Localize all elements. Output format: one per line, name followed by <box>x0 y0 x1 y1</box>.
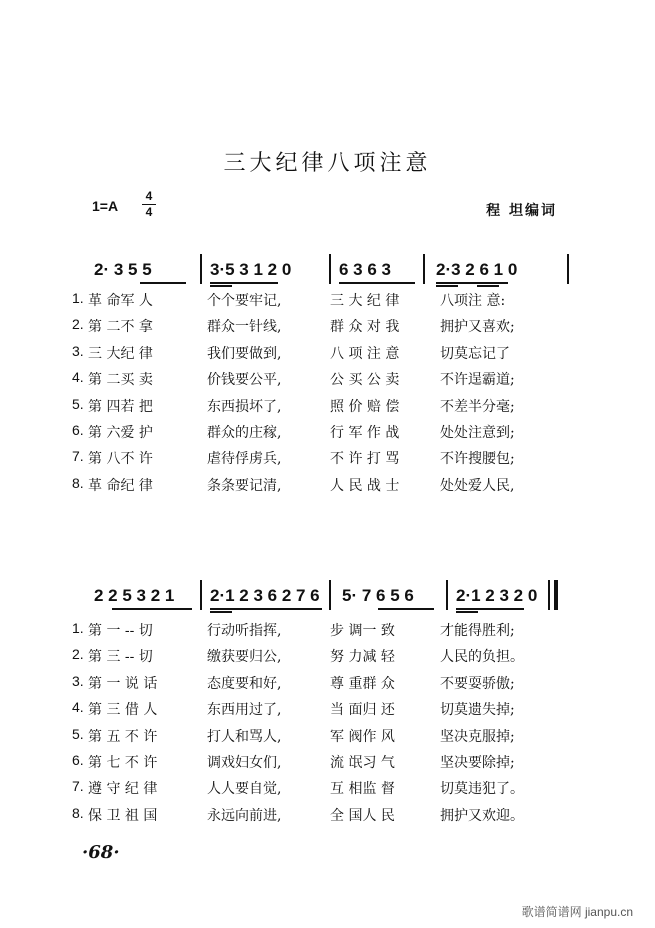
lyric-phrase: 不差半分毫; <box>440 398 515 415</box>
verse-number: 3. <box>72 342 84 359</box>
lyric-phrase: 拥护又欢迎。 <box>440 807 524 824</box>
lyric-phrase: 人人要自觉, <box>207 781 282 798</box>
bar-line <box>200 254 202 284</box>
lyric-phrase: 步 调一 致 <box>330 623 395 639</box>
lyric-phrase: 遵 守 纪 律 <box>88 781 158 798</box>
lyric-phrase: 照 价 赔 偿 <box>330 398 400 415</box>
lyric-phrase: 切莫违犯了。 <box>440 781 524 798</box>
lyric-row <box>72 699 592 725</box>
lyric-phrase: 不许搜腰包; <box>440 451 515 468</box>
lyric-phrase: 全 国人 民 <box>330 807 395 824</box>
lyric-row <box>72 646 592 672</box>
lyric-row <box>72 369 592 395</box>
verse-number: 4. <box>72 699 84 716</box>
lyric-phrase: 拥护又喜欢; <box>440 319 515 336</box>
verse-number: 7. <box>72 448 84 465</box>
lyric-phrase: 群众一针线, <box>207 319 282 336</box>
lyric-phrase: 行 军 作 战 <box>330 424 400 441</box>
song-title: 三大纪律八项注意 <box>223 151 432 176</box>
measure: 3·5 3 1 2 0 <box>210 260 292 279</box>
lyric-phrase: 行动听指挥, <box>207 623 282 639</box>
lyric-phrase: 东西用过了, <box>207 702 282 719</box>
verse-block-2 <box>72 620 592 831</box>
bar-line <box>567 254 569 284</box>
composer-credit: 程 坦编词 <box>486 203 557 219</box>
lyric-phrase: 第 二不 拿 <box>88 319 153 336</box>
lyric-phrase: 三 大 纪 律 <box>330 293 400 309</box>
notation-line-2 <box>92 586 572 616</box>
lyric-row <box>72 422 592 448</box>
measure: 2· 3 5 5 <box>94 260 152 279</box>
lyric-phrase: 虐待俘虏兵, <box>207 451 282 468</box>
lyric-phrase: 处处爱人民, <box>440 477 515 494</box>
lyric-phrase: 才能得胜利; <box>440 623 515 639</box>
lyric-phrase: 坚决要除掉; <box>440 754 515 771</box>
lyric-row <box>72 726 592 752</box>
verse-number: 2. <box>72 316 84 333</box>
lyric-phrase: 永远向前进, <box>207 807 282 824</box>
lyric-row <box>72 448 592 474</box>
lyric-phrase: 不许逞霸道; <box>440 372 515 389</box>
notation-line-1 <box>92 260 572 290</box>
lyric-phrase: 第 四若 把 <box>88 398 153 415</box>
lyric-phrase: 努 力减 轻 <box>330 649 395 666</box>
verse-number: 8. <box>72 474 84 491</box>
final-bar-line <box>554 580 558 610</box>
lyric-row <box>72 673 592 699</box>
verse-number: 8. <box>72 804 84 821</box>
lyric-phrase: 当 面归 还 <box>330 702 395 719</box>
lyric-phrase: 八项注 意: <box>440 293 506 309</box>
lyric-phrase: 打人和骂人, <box>207 728 282 745</box>
lyric-phrase: 人民的负担。 <box>440 649 524 666</box>
lyric-phrase: 第 八不 许 <box>88 451 153 468</box>
lyric-row <box>72 805 592 831</box>
measure: 2·3 2 6 1 0 <box>436 260 518 279</box>
lyric-phrase: 第 一 -- 切 <box>88 623 153 639</box>
lyric-phrase: 调戏妇女们, <box>207 754 282 771</box>
verse-number: 6. <box>72 421 84 438</box>
measure: 6 3 6 3 <box>339 260 391 279</box>
lyric-phrase: 第 一 说 话 <box>88 675 158 692</box>
lyric-phrase: 个个要牢记, <box>207 293 282 309</box>
verse-number: 5. <box>72 725 84 742</box>
lyric-row <box>72 778 592 804</box>
verse-number: 6. <box>72 751 84 768</box>
lyric-row <box>72 752 592 778</box>
measure: 2·1 2 3 2 0 <box>456 586 538 605</box>
lyric-phrase: 尊 重群 众 <box>330 675 395 692</box>
lyric-phrase: 东西损坏了, <box>207 398 282 415</box>
lyric-phrase: 切莫遗失掉; <box>440 702 515 719</box>
lyric-phrase: 第 五 不 许 <box>88 728 158 745</box>
watermark: 歌谱简谱网 jianpu.cn <box>521 905 633 919</box>
verse-number: 1. <box>72 620 84 636</box>
verse-number: 1. <box>72 290 84 306</box>
bar-line <box>329 580 331 610</box>
lyric-phrase: 第 六爱 护 <box>88 424 153 441</box>
lyric-phrase: 群众的庄稼, <box>207 424 282 441</box>
bar-line <box>423 254 425 284</box>
lyric-phrase: 流 氓习 气 <box>330 754 395 771</box>
time-signature <box>140 190 158 219</box>
lyric-phrase: 第 三 -- 切 <box>88 649 153 666</box>
lyric-phrase: 条条要记清, <box>207 477 282 494</box>
lyric-phrase: 革 命纪 律 <box>88 477 153 494</box>
lyric-phrase: 三 大纪 律 <box>88 345 153 362</box>
measure: 2 2 5 3 2 1 <box>94 586 175 605</box>
lyric-phrase: 第 七 不 许 <box>88 754 158 771</box>
verse-number: 5. <box>72 395 84 412</box>
lyric-phrase: 态度要和好, <box>207 675 282 692</box>
key-signature: 1=A <box>92 198 119 214</box>
lyric-phrase: 不 许 打 骂 <box>330 451 400 468</box>
lyric-row <box>72 316 592 342</box>
lyric-phrase: 价钱要公平, <box>207 372 282 389</box>
lyric-phrase: 八 项 注 意 <box>330 345 400 362</box>
lyric-phrase: 处处注意到; <box>440 424 515 441</box>
bar-line <box>200 580 202 610</box>
verse-number: 7. <box>72 778 84 795</box>
lyric-phrase: 互 相监 督 <box>330 781 395 798</box>
measure: 2·1 2 3 6 2 7 6 <box>210 586 320 605</box>
lyric-phrase: 缴获要归公, <box>207 649 282 666</box>
verse-number: 4. <box>72 369 84 386</box>
lyric-phrase: 第 三 借 人 <box>88 702 158 719</box>
lyric-row <box>72 343 592 369</box>
lyric-row <box>72 290 592 316</box>
lyric-phrase: 第 二买 卖 <box>88 372 153 389</box>
lyric-phrase: 保 卫 祖 国 <box>88 807 158 824</box>
lyric-row <box>72 620 592 646</box>
bar-line <box>548 580 550 610</box>
lyric-phrase: 军 阀作 风 <box>330 728 395 745</box>
lyric-phrase: 群 众 对 我 <box>330 319 400 336</box>
page-number: ·68· <box>82 842 120 863</box>
lyric-row <box>72 396 592 422</box>
measure: 5· 7 6 5 6 <box>342 586 414 605</box>
verse-block-1 <box>72 290 592 501</box>
lyric-row <box>72 475 592 501</box>
bar-line <box>446 580 448 610</box>
time-signature-top: 4 <box>145 189 153 203</box>
lyric-phrase: 我们要做到, <box>207 345 282 362</box>
lyric-phrase: 不要耍骄傲; <box>440 675 515 692</box>
lyric-phrase: 公 买 公 卖 <box>330 372 400 389</box>
time-signature-bottom: 4 <box>145 205 153 219</box>
lyric-phrase: 人 民 战 士 <box>330 477 400 494</box>
lyric-phrase: 革 命军 人 <box>88 293 153 309</box>
lyric-phrase: 切莫忘记了 <box>440 345 510 362</box>
lyric-phrase: 坚决克服掉; <box>440 728 515 745</box>
verse-number: 3. <box>72 672 84 689</box>
bar-line <box>329 254 331 284</box>
verse-number: 2. <box>72 646 84 663</box>
